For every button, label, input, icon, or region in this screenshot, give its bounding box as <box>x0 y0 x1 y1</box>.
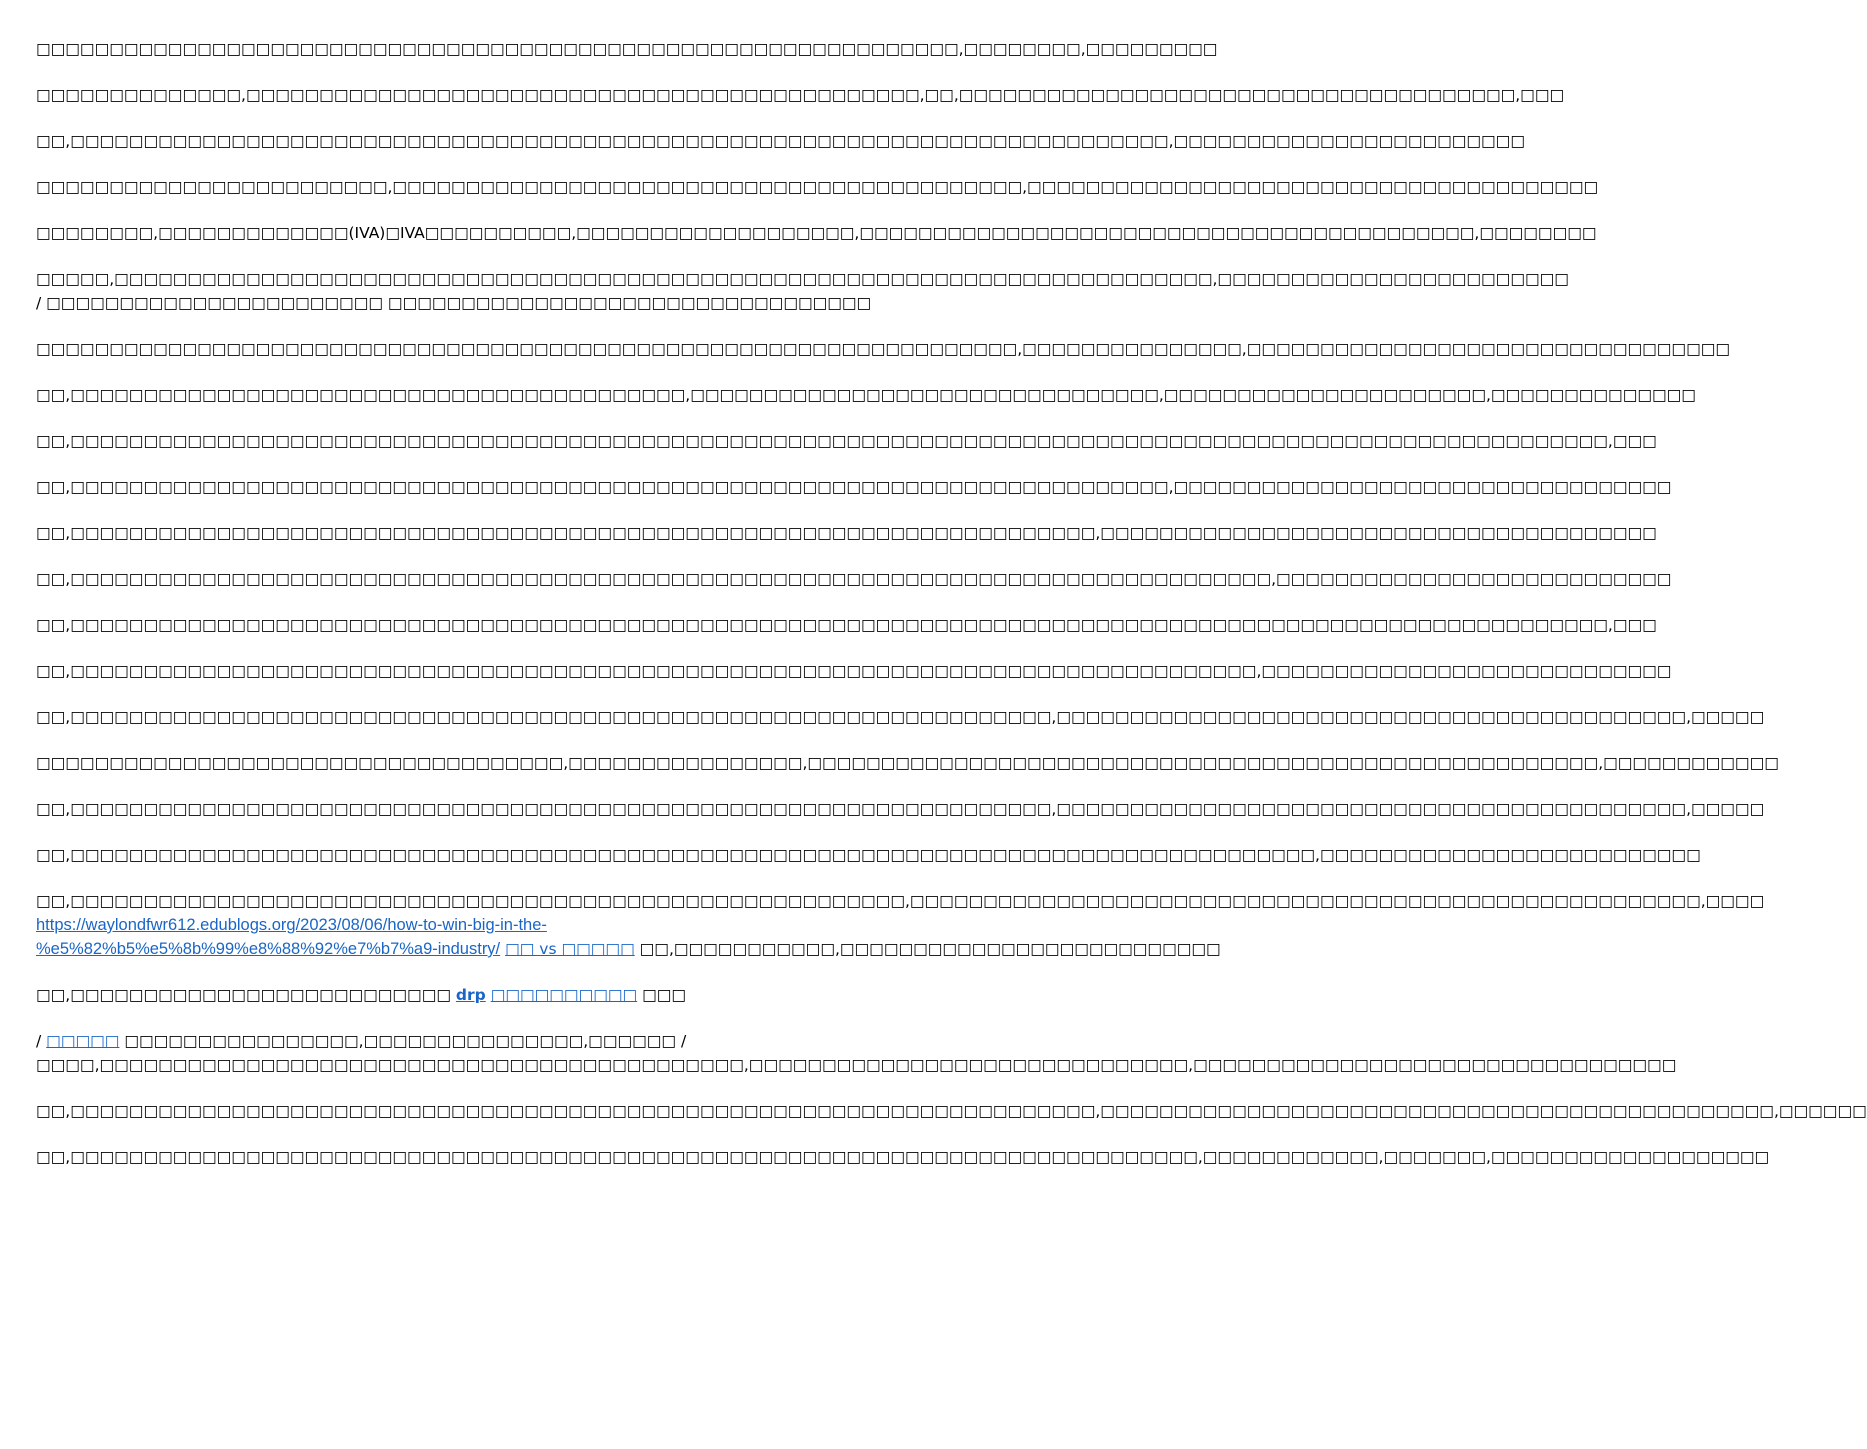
paragraph-19 <box>36 889 1765 961</box>
slash-text: / <box>36 1032 42 1050</box>
inline-link[interactable]: □□□□□ <box>46 1032 120 1050</box>
paragraph-8: □□,□□□□□□□□□□□□□□□□□□□□□□□□□□□□□□□□□□□□□□□□□□,□□□□□□□□□□□□□□□□□□□□□□□□□□□□□□□□,□□□□□□□□□□□□□□□□□□□□□□,□□□□□□□□□□□□□□ <box>36 386 1696 404</box>
paragraph-6-line-2 <box>36 291 990 315</box>
comparison-link[interactable]: □□ vs □□□□□ <box>505 940 635 958</box>
document-page <box>36 37 1867 1191</box>
blog-post-link[interactable]: https://waylondfwr612.edublogs.org/2023/08/06/how-to-win-big-in-the- <box>36 916 547 934</box>
paragraph-5: □□□□□□□□,□□□□□□□□□□□□□(IVA)□IVA□□□□□□□□□□,□□□□□□□□□□□□□□□□□□□,□□□□□□□□□□□□□□□□□□□□□□□□□□□□□□□□□□□□□□□□□□,□□□□□□□□ <box>36 224 1597 242</box>
paragraph-12: □□,□□□□□□□□□□□□□□□□□□□□□□□□□□□□□□□□□□□□□□□□□□□□□□□□□□□□□□□□□□□□□□□□□□□□□□□□□□□□□□□□□□,□□□□□□□□□□□□□□□□□□□□□□□□□□□ <box>36 570 1672 588</box>
paragraph-15: □□,□□□□□□□□□□□□□□□□□□□□□□□□□□□□□□□□□□□□□□□□□□□□□□□□□□□□□□□□□□□□□□□□□□□,□□□□□□□□□□□□□□□□□□□□□□□□□□□□□□□□□□□□□□□□□□□,□□□□□ <box>36 708 1765 726</box>
paragraph-6-prefix: / □□□□□□□□□□□□□□□□□□□□□□□ <box>36 294 383 312</box>
paragraph-20-after-text: □□□ <box>642 986 687 1004</box>
paragraph-19-line-1: □□,□□□□□□□□□□□□□□□□□□□□□□□□□□□□□□□□□□□□□□□□□□□□□□□□□□□□□□□□□,□□□□□□□□□□□□□□□□□□□□□□□□□□□□□□□□□□□□□□□□□□□□□□□□□□□□□□,□□□□ <box>36 892 1765 910</box>
paragraph-21-line-1 <box>36 1029 990 1053</box>
paragraph-4: □□□□□□□□□□□□□□□□□□□□□□□□,□□□□□□□□□□□□□□□□□□□□□□□□□□□□□□□□□□□□□□□□□□□,□□□□□□□□□□□□□□□□□□□□□□□□□□□□□□□□□□□□□□□ <box>36 178 1599 196</box>
paragraph-20 <box>36 983 990 1007</box>
paragraph-6-line-1: □□□□□,□□□□□□□□□□□□□□□□□□□□□□□□□□□□□□□□□□□□□□□□□□□□□□□□□□□□□□□□□□□□□□□□□□□□□□□□□□□,□□□□□□□□□□□□□□□□□□□□□□□□ <box>36 270 1569 288</box>
paragraph-21-middle-text: □□□□□□□□□□□□□□□□,□□□□□□□□□□□□□□□,□□□□□□ / <box>124 1032 687 1050</box>
paragraph-14: □□,□□□□□□□□□□□□□□□□□□□□□□□□□□□□□□□□□□□□□□□□□□□□□□□□□□□□□□□□□□□□□□□□□□□□□□□□□□□□□□□□□,□□□□□□□□□□□□□□□□□□□□□□□□□□□□ <box>36 662 1672 680</box>
paragraph-23: □□,□□□□□□□□□□□□□□□□□□□□□□□□□□□□□□□□□□□□□□□□□□□□□□□□□□□□□□□□□□□□□□□□□□□□□□□□□□□□□,□□□□□□□□□□□□,□□□□□□□,□□□□□□□□□□□□□□□□□□□ <box>36 1148 1770 1166</box>
paragraph-6-suffix: □□□□□□□□□□□□□□□□□□□□□□□□□□□□□□□□□ <box>387 294 872 312</box>
paragraph-21 <box>36 1029 1677 1077</box>
paragraph-13: □□,□□□□□□□□□□□□□□□□□□□□□□□□□□□□□□□□□□□□□□□□□□□□□□□□□□□□□□□□□□□□□□□□□□□□□□□□□□□□□□□□□□□□□□□□□□□□□□□□□□□□□□□□□,□□□ <box>36 616 1657 634</box>
paragraph-17: □□,□□□□□□□□□□□□□□□□□□□□□□□□□□□□□□□□□□□□□□□□□□□□□□□□□□□□□□□□□□□□□□□□□□□,□□□□□□□□□□□□□□□□□□□□□□□□□□□□□□□□□□□□□□□□□□□,□□□□□ <box>36 800 1765 818</box>
paragraph-7: □□□□□□□□□□□□□□□□□□□□□□□□□□□□□□□□□□□□□□□□□□□□□□□□□□□□□□□□□□□□□□□□□□□,□□□□□□□□□□□□□□□,□□□□□□□□□□□□□□□□□□□□□□□□□□□□□□□□□ <box>36 340 1731 358</box>
paragraph-19-line-2 <box>36 913 990 937</box>
paragraph-16: □□□□□□□□□□□□□□□□□□□□□□□□□□□□□□□□□□□□,□□□□□□□□□□□□□□□□,□□□□□□□□□□□□□□□□□□□□□□□□□□□□□□□□□□□□□□□□□□□□□□□□□□□□□□,□□□□□□□□□□□□ <box>36 754 1779 772</box>
paragraph-21-line-2: □□□□,□□□□□□□□□□□□□□□□□□□□□□□□□□□□□□□□□□□□□□□□□□□□,□□□□□□□□□□□□□□□□□□□□□□□□□□□□□□,□□□□□□□□□□□□□□□□□□□□□□□□□□□□□□□□□ <box>36 1056 1677 1074</box>
paragraph-2: □□□□□□□□□□□□□□,□□□□□□□□□□□□□□□□□□□□□□□□□□□□□□□□□□□□□□□□□□□□□□,□□,□□□□□□□□□□□□□□□□□□□□□□□□□□□□□□□□□□□□□□,□□□ <box>36 86 1565 104</box>
paragraph-1: □□□□□□□□□□□□□□□□□□□□□□□□□□□□□□□□□□□□□□□□□□□□□□□□□□□□□□□□□□□□□□□,□□□□□□□□,□□□□□□□□□ <box>36 40 1218 58</box>
paragraph-9: □□,□□□□□□□□□□□□□□□□□□□□□□□□□□□□□□□□□□□□□□□□□□□□□□□□□□□□□□□□□□□□□□□□□□□□□□□□□□□□□□□□□□□□□□□□□□□□□□□□□□□□□□□□□,□□□ <box>36 432 1657 450</box>
paragraph-18: □□,□□□□□□□□□□□□□□□□□□□□□□□□□□□□□□□□□□□□□□□□□□□□□□□□□□□□□□□□□□□□□□□□□□□□□□□□□□□□□□□□□□□□□,□□□□□□□□□□□□□□□□□□□□□□□□□□ <box>36 846 1701 864</box>
paragraph-6 <box>36 267 1569 315</box>
drp-link[interactable]: drp <box>455 986 486 1004</box>
paragraph-20-text: □□,□□□□□□□□□□□□□□□□□□□□□□□□□□ <box>36 986 451 1004</box>
paragraph-19-after-text: □□,□□□□□□□□□□□,□□□□□□□□□□□□□□□□□□□□□□□□□□ <box>639 940 1221 958</box>
drp-text-link[interactable]: □□□□□□□□□□ <box>490 986 638 1004</box>
blog-post-link-continued[interactable]: %e5%82%b5%e5%8b%99%e8%88%92%e7%b7%a9-industry/ <box>36 940 501 958</box>
paragraph-3: □□,□□□□□□□□□□□□□□□□□□□□□□□□□□□□□□□□□□□□□□□□□□□□□□□□□□□□□□□□□□□□□□□□□□□□□□□□□□□,□□□□□□□□□□□□□□□□□□□□□□□□ <box>36 132 1525 150</box>
paragraph-10: □□,□□□□□□□□□□□□□□□□□□□□□□□□□□□□□□□□□□□□□□□□□□□□□□□□□□□□□□□□□□□□□□□□□□□□□□□□□□□,□□□□□□□□□□□□□□□□□□□□□□□□□□□□□□□□□□ <box>36 478 1672 496</box>
paragraph-22: □□,□□□□□□□□□□□□□□□□□□□□□□□□□□□□□□□□□□□□□□□□□□□□□□□□□□□□□□□□□□□□□□□□□□□□□□,□□□□□□□□□□□□□□□□□□□□□□□□□□□□□□□□□□□□□□□□□□□□□□,□□□□□□ <box>36 1102 1867 1120</box>
paragraph-19-line-3 <box>36 937 1221 961</box>
paragraph-11: □□,□□□□□□□□□□□□□□□□□□□□□□□□□□□□□□□□□□□□□□□□□□□□□□□□□□□□□□□□□□□□□□□□□□□□□□,□□□□□□□□□□□□□□□□□□□□□□□□□□□□□□□□□□□□□□ <box>36 524 1657 542</box>
